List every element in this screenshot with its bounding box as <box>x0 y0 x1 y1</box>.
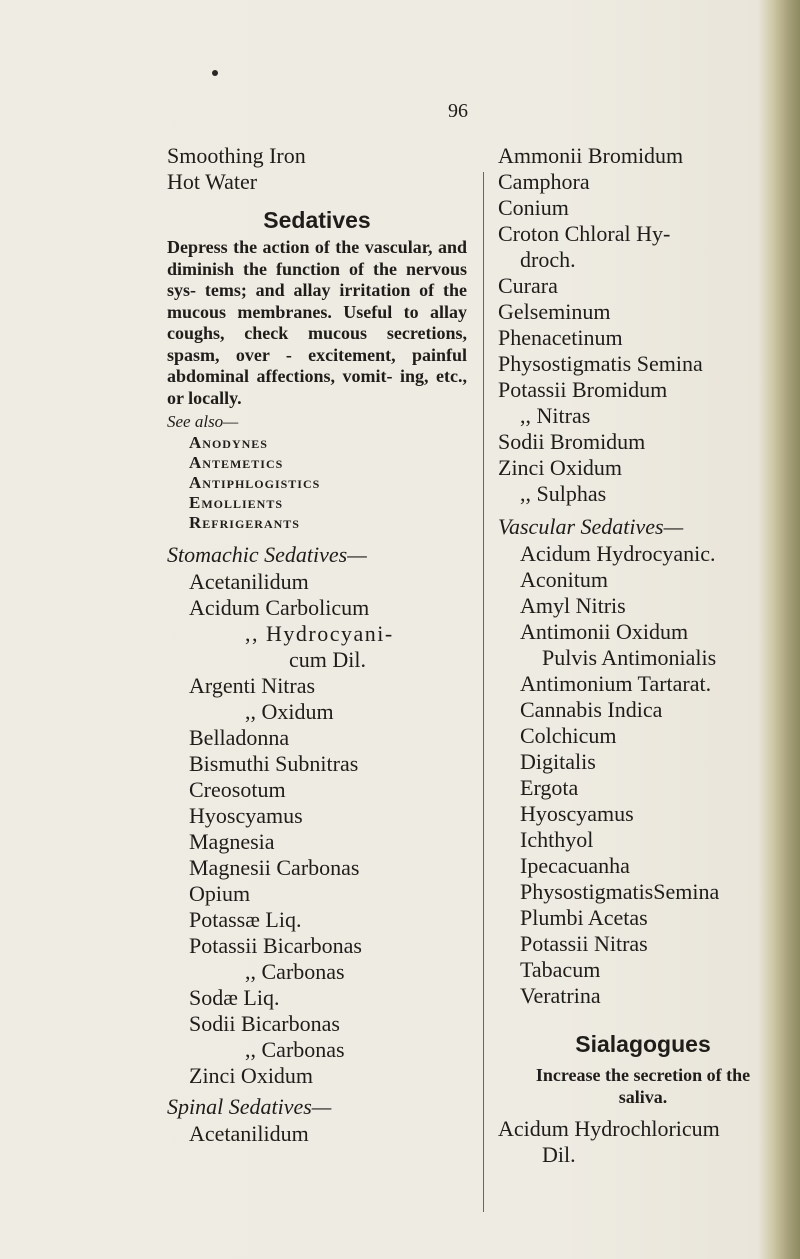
page-number: 96 <box>448 100 468 122</box>
list-item: Curara <box>498 273 558 298</box>
list-item: Colchicum <box>520 723 617 748</box>
sedatives-heading: Sedatives <box>263 207 371 233</box>
list-item: Acetanilidum <box>189 1121 309 1146</box>
list-item: Phenacetinum <box>498 325 623 350</box>
spinal-sedatives-heading: Spinal Sedatives— <box>167 1094 332 1119</box>
list-item: Gelseminum <box>498 299 611 324</box>
list-item: Zinci Oxidum <box>189 1063 314 1088</box>
list-item: Pulvis Antimonialis <box>542 645 717 670</box>
list-item: Magnesia <box>189 829 275 854</box>
list-item: Ammonii Bromidum <box>498 143 684 168</box>
list-item: Sodii Bicarbonas <box>189 1011 340 1036</box>
list-item: Digitalis <box>520 749 596 774</box>
list-item: ,, Sulphas <box>520 481 607 506</box>
list-item: Hyoscyamus <box>520 801 634 826</box>
list-item: Opium <box>189 881 251 906</box>
list-item: Physostigmatis Semina <box>498 351 703 376</box>
list-item: ,, Carbonas <box>245 1037 345 1062</box>
list-item: Potassii Bromidum <box>498 377 668 402</box>
list-item: ,, Nitras <box>520 403 591 428</box>
list-item: Antimonium Tartarat. <box>520 671 712 696</box>
list-item: ,, Oxidum <box>245 699 334 724</box>
list-item: Sodii Bromidum <box>498 429 646 454</box>
see-also-item: Refrigerants <box>189 513 300 532</box>
list-item: Dil. <box>542 1142 576 1167</box>
list-item: Potassii Nitras <box>520 931 648 956</box>
column-divider <box>483 172 484 1212</box>
sedatives-description: Depress the action of the vascular, and diminish the function of the nervous sys- tems; and allay irritation of the mucous membranes. Useful to allay coughs, check mucous secretions, spasm, over - excitement, painful abdominal affections, vomit- ing, etc., or locally. <box>167 237 467 408</box>
list-item: Sodæ Liq. <box>189 985 280 1010</box>
list-item: Acetanilidum <box>189 569 309 594</box>
list-item: Zinci Oxidum <box>498 455 623 480</box>
list-item: Antimonii Oxidum <box>520 619 689 644</box>
list-item: Tabacum <box>520 957 601 982</box>
list-item: Camphora <box>498 169 590 194</box>
see-also-item: Anodynes <box>189 433 268 452</box>
list-item: Croton Chloral Hy- <box>498 221 671 246</box>
list-item: droch. <box>520 247 576 272</box>
sialagogues-description-line: saliva. <box>618 1086 668 1107</box>
list-item: Ipecacuanha <box>520 853 630 878</box>
list-item: PhysostigmatisSemina <box>520 879 720 904</box>
list-item: Amyl Nitris <box>520 593 626 618</box>
see-also-label: See also— <box>167 412 239 431</box>
list-item: Magnesii Carbonas <box>189 855 360 880</box>
list-item: Plumbi Acetas <box>520 905 648 930</box>
see-also-item: Emollients <box>189 493 284 512</box>
right-column <box>498 143 788 1168</box>
list-item: Smoothing Iron <box>167 143 306 168</box>
list-item: Cannabis Indica <box>520 697 663 722</box>
list-item: cum Dil. <box>289 647 366 672</box>
sialagogues-description-line: Increase the secretion of the <box>535 1065 751 1085</box>
list-item: Acidum Carbolicum <box>189 595 370 620</box>
list-item: Hot Water <box>167 169 258 194</box>
left-column <box>167 143 467 1147</box>
list-item: Belladonna <box>189 725 290 750</box>
list-item: Acidum Hydrochloricum <box>498 1116 720 1141</box>
list-item: Veratrina <box>520 983 601 1008</box>
list-item: Potassii Bicarbonas <box>189 933 362 958</box>
list-item: Aconitum <box>520 567 608 592</box>
ink-dot <box>212 70 218 76</box>
see-also-item: Antiphlogistics <box>189 473 321 492</box>
sialagogues-heading: Sialagogues <box>575 1031 711 1057</box>
list-item: ,, Carbonas <box>245 959 345 984</box>
list-item: Ergota <box>520 775 579 800</box>
list-item: Acidum Hydrocyanic. <box>520 541 716 566</box>
list-item: Hyoscyamus <box>189 803 303 828</box>
list-item: Bismuthi Subnitras <box>189 751 359 776</box>
vascular-sedatives-heading: Vascular Sedatives— <box>498 514 684 539</box>
list-item: Conium <box>498 195 569 220</box>
list-item: Argenti Nitras <box>189 673 316 698</box>
list-item: Creosotum <box>189 777 286 802</box>
list-item: Ichthyol <box>520 827 594 852</box>
list-item: Potassæ Liq. <box>189 907 302 932</box>
see-also-item: Antemetics <box>189 453 284 472</box>
list-item: ,, Hydrocyani- <box>245 621 394 646</box>
stomachic-sedatives-heading: Stomachic Sedatives— <box>167 542 367 567</box>
